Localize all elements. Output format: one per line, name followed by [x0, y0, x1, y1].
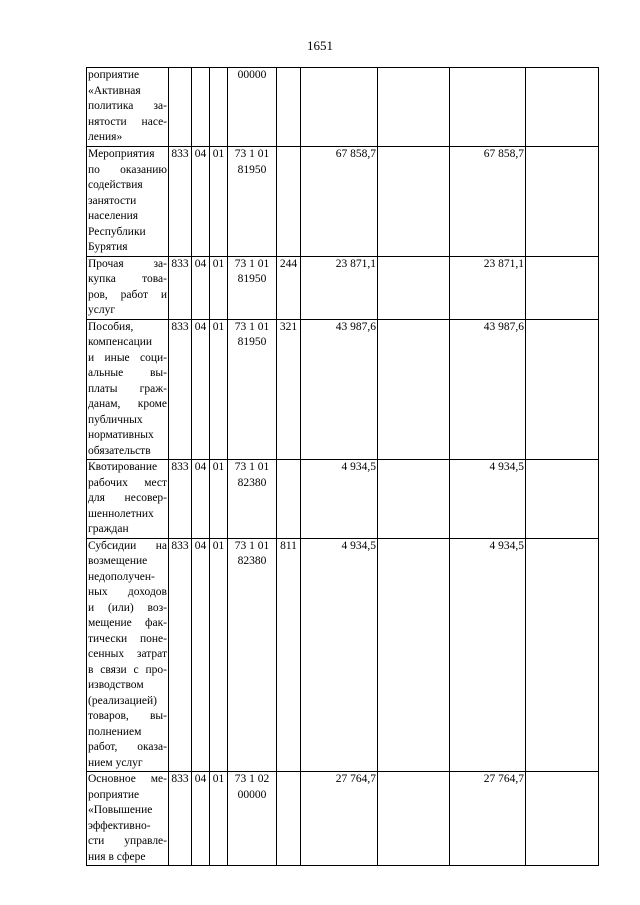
cell-subsection: 01	[210, 256, 228, 319]
cell-subsection	[210, 68, 228, 147]
cell-name	[87, 256, 169, 319]
name-line: Основное ме-	[88, 773, 167, 785]
name-line: компенсации	[88, 336, 153, 348]
name-line: и (или) воз-	[88, 601, 167, 614]
cell-subsection: 01	[210, 772, 228, 866]
cell-empty	[526, 319, 599, 460]
page-number: 1651	[307, 38, 333, 53]
cell-sum: 4 934,5	[450, 460, 526, 539]
name-line: услуг	[88, 304, 116, 316]
name-line: для несовер-	[88, 492, 167, 504]
name-line: роприятие	[88, 788, 140, 801]
cell-expense-type: 244	[277, 256, 301, 319]
name-line: ния в сфере	[88, 850, 146, 863]
cell-article: 73 1 01 82380	[228, 460, 277, 539]
cell-empty	[378, 68, 450, 147]
name-line: политика за-	[88, 100, 167, 112]
table-row	[87, 460, 599, 539]
name-line: «Повышение	[88, 804, 153, 816]
cell-section: 04	[192, 538, 210, 772]
table-row	[87, 538, 599, 772]
cell-expense-type	[277, 772, 301, 866]
cell-sum: 67 858,7	[301, 147, 378, 257]
cell-sum: 4 934,5	[450, 538, 526, 772]
cell-sum	[301, 68, 378, 147]
name-line: Бурятия	[88, 241, 128, 253]
cell-empty	[526, 538, 599, 772]
cell-section: 04	[192, 319, 210, 460]
cell-expense-type	[277, 460, 301, 539]
cell-ministry: 833	[169, 256, 192, 319]
name-line: нятости насе-	[88, 115, 167, 128]
name-line: Прочая за-	[88, 257, 167, 270]
name-line: купка това-	[88, 273, 167, 285]
table-row	[87, 147, 599, 257]
cell-sum: 23 871,1	[301, 256, 378, 319]
cell-expense-type	[277, 147, 301, 257]
table-row	[87, 68, 599, 147]
name-line: «Активная	[88, 84, 141, 97]
table-row	[87, 772, 599, 866]
cell-empty	[378, 319, 450, 460]
cell-subsection: 01	[210, 460, 228, 539]
name-line: рабочих мест	[88, 476, 167, 489]
cell-sum: 4 934,5	[301, 460, 378, 539]
name-line: возмещение	[88, 555, 148, 567]
table-row	[87, 319, 599, 460]
cell-empty	[378, 538, 450, 772]
cell-article: 00000	[228, 68, 277, 147]
name-line: полнением	[88, 725, 142, 738]
cell-sum: 27 764,7	[301, 772, 378, 866]
name-line: товаров, вы-	[88, 710, 167, 722]
budget-table-body	[87, 68, 599, 866]
cell-name	[87, 68, 169, 147]
cell-name	[87, 538, 169, 772]
name-line: платы граж-	[88, 382, 167, 395]
cell-ministry: 833	[169, 772, 192, 866]
cell-empty	[526, 147, 599, 257]
name-line: Субсидии на	[88, 539, 167, 552]
cell-ministry	[169, 68, 192, 147]
table-row	[87, 256, 599, 319]
cell-empty	[526, 460, 599, 539]
cell-article: 73 1 02 00000	[228, 772, 277, 866]
cell-ministry: 833	[169, 460, 192, 539]
cell-empty	[526, 256, 599, 319]
cell-article: 73 1 01 81950	[228, 147, 277, 257]
name-line: роприятие	[88, 69, 140, 81]
name-line: нормативных	[88, 429, 154, 441]
name-line: работ, оказа-	[88, 741, 167, 753]
cell-section: 04	[192, 147, 210, 257]
name-line: ров, работ и	[88, 288, 167, 301]
name-line: Республики	[88, 225, 146, 238]
cell-ministry: 833	[169, 319, 192, 460]
name-line: Пособия,	[88, 320, 134, 333]
name-line: альные вы-	[88, 367, 167, 379]
cell-expense-type	[277, 68, 301, 147]
cell-sum: 43 987,6	[301, 319, 378, 460]
name-line: (реализацией)	[88, 694, 157, 707]
name-line: сти управле-	[88, 835, 167, 847]
name-line: сенных затрат	[88, 648, 167, 660]
cell-empty	[378, 147, 450, 257]
name-line: публичных	[88, 413, 143, 426]
cell-expense-type: 321	[277, 319, 301, 460]
name-line: данам, кроме	[88, 398, 167, 410]
cell-ministry: 833	[169, 538, 192, 772]
cell-section	[192, 68, 210, 147]
cell-ministry: 833	[169, 147, 192, 257]
name-line: Мероприятия	[88, 148, 155, 160]
cell-sum: 67 858,7	[450, 147, 526, 257]
name-line: нием услуг	[88, 756, 143, 769]
cell-article: 73 1 01 81950	[228, 256, 277, 319]
name-line: обязательств	[88, 444, 151, 457]
name-line: граждан	[88, 523, 129, 535]
name-line: населения	[88, 210, 139, 222]
name-line: изводством	[88, 679, 144, 691]
cell-empty	[378, 772, 450, 866]
name-line: мещение фак-	[88, 617, 167, 629]
cell-sum	[450, 68, 526, 147]
name-line: и иные соци-	[88, 351, 167, 364]
name-line: по оказанию	[88, 163, 167, 176]
cell-empty	[526, 68, 599, 147]
cell-name	[87, 772, 169, 866]
cell-subsection: 01	[210, 147, 228, 257]
cell-subsection: 01	[210, 319, 228, 460]
name-line: содействия	[88, 179, 143, 191]
cell-article: 73 1 01 81950	[228, 319, 277, 460]
name-line: недополучен-	[88, 570, 155, 583]
cell-expense-type: 811	[277, 538, 301, 772]
cell-sum: 27 764,7	[450, 772, 526, 866]
name-line: в связи с про-	[88, 663, 167, 676]
cell-name	[87, 460, 169, 539]
cell-empty	[378, 460, 450, 539]
cell-empty	[526, 772, 599, 866]
name-line: шеннолетних	[88, 507, 154, 520]
cell-name	[87, 147, 169, 257]
cell-subsection: 01	[210, 538, 228, 772]
cell-article: 73 1 01 82380	[228, 538, 277, 772]
cell-name	[87, 319, 169, 460]
name-line: тически поне-	[88, 632, 167, 645]
cell-sum: 43 987,6	[450, 319, 526, 460]
cell-section: 04	[192, 460, 210, 539]
name-line: эффективно-	[88, 819, 151, 832]
name-line: ных доходов	[88, 586, 167, 598]
cell-section: 04	[192, 772, 210, 866]
cell-section: 04	[192, 256, 210, 319]
name-line: Квотирование	[88, 461, 158, 473]
cell-sum: 23 871,1	[450, 256, 526, 319]
cell-empty	[378, 256, 450, 319]
name-line: занятости	[88, 194, 137, 207]
cell-sum: 4 934,5	[301, 538, 378, 772]
name-line: ления»	[88, 131, 123, 143]
budget-table	[86, 67, 599, 866]
